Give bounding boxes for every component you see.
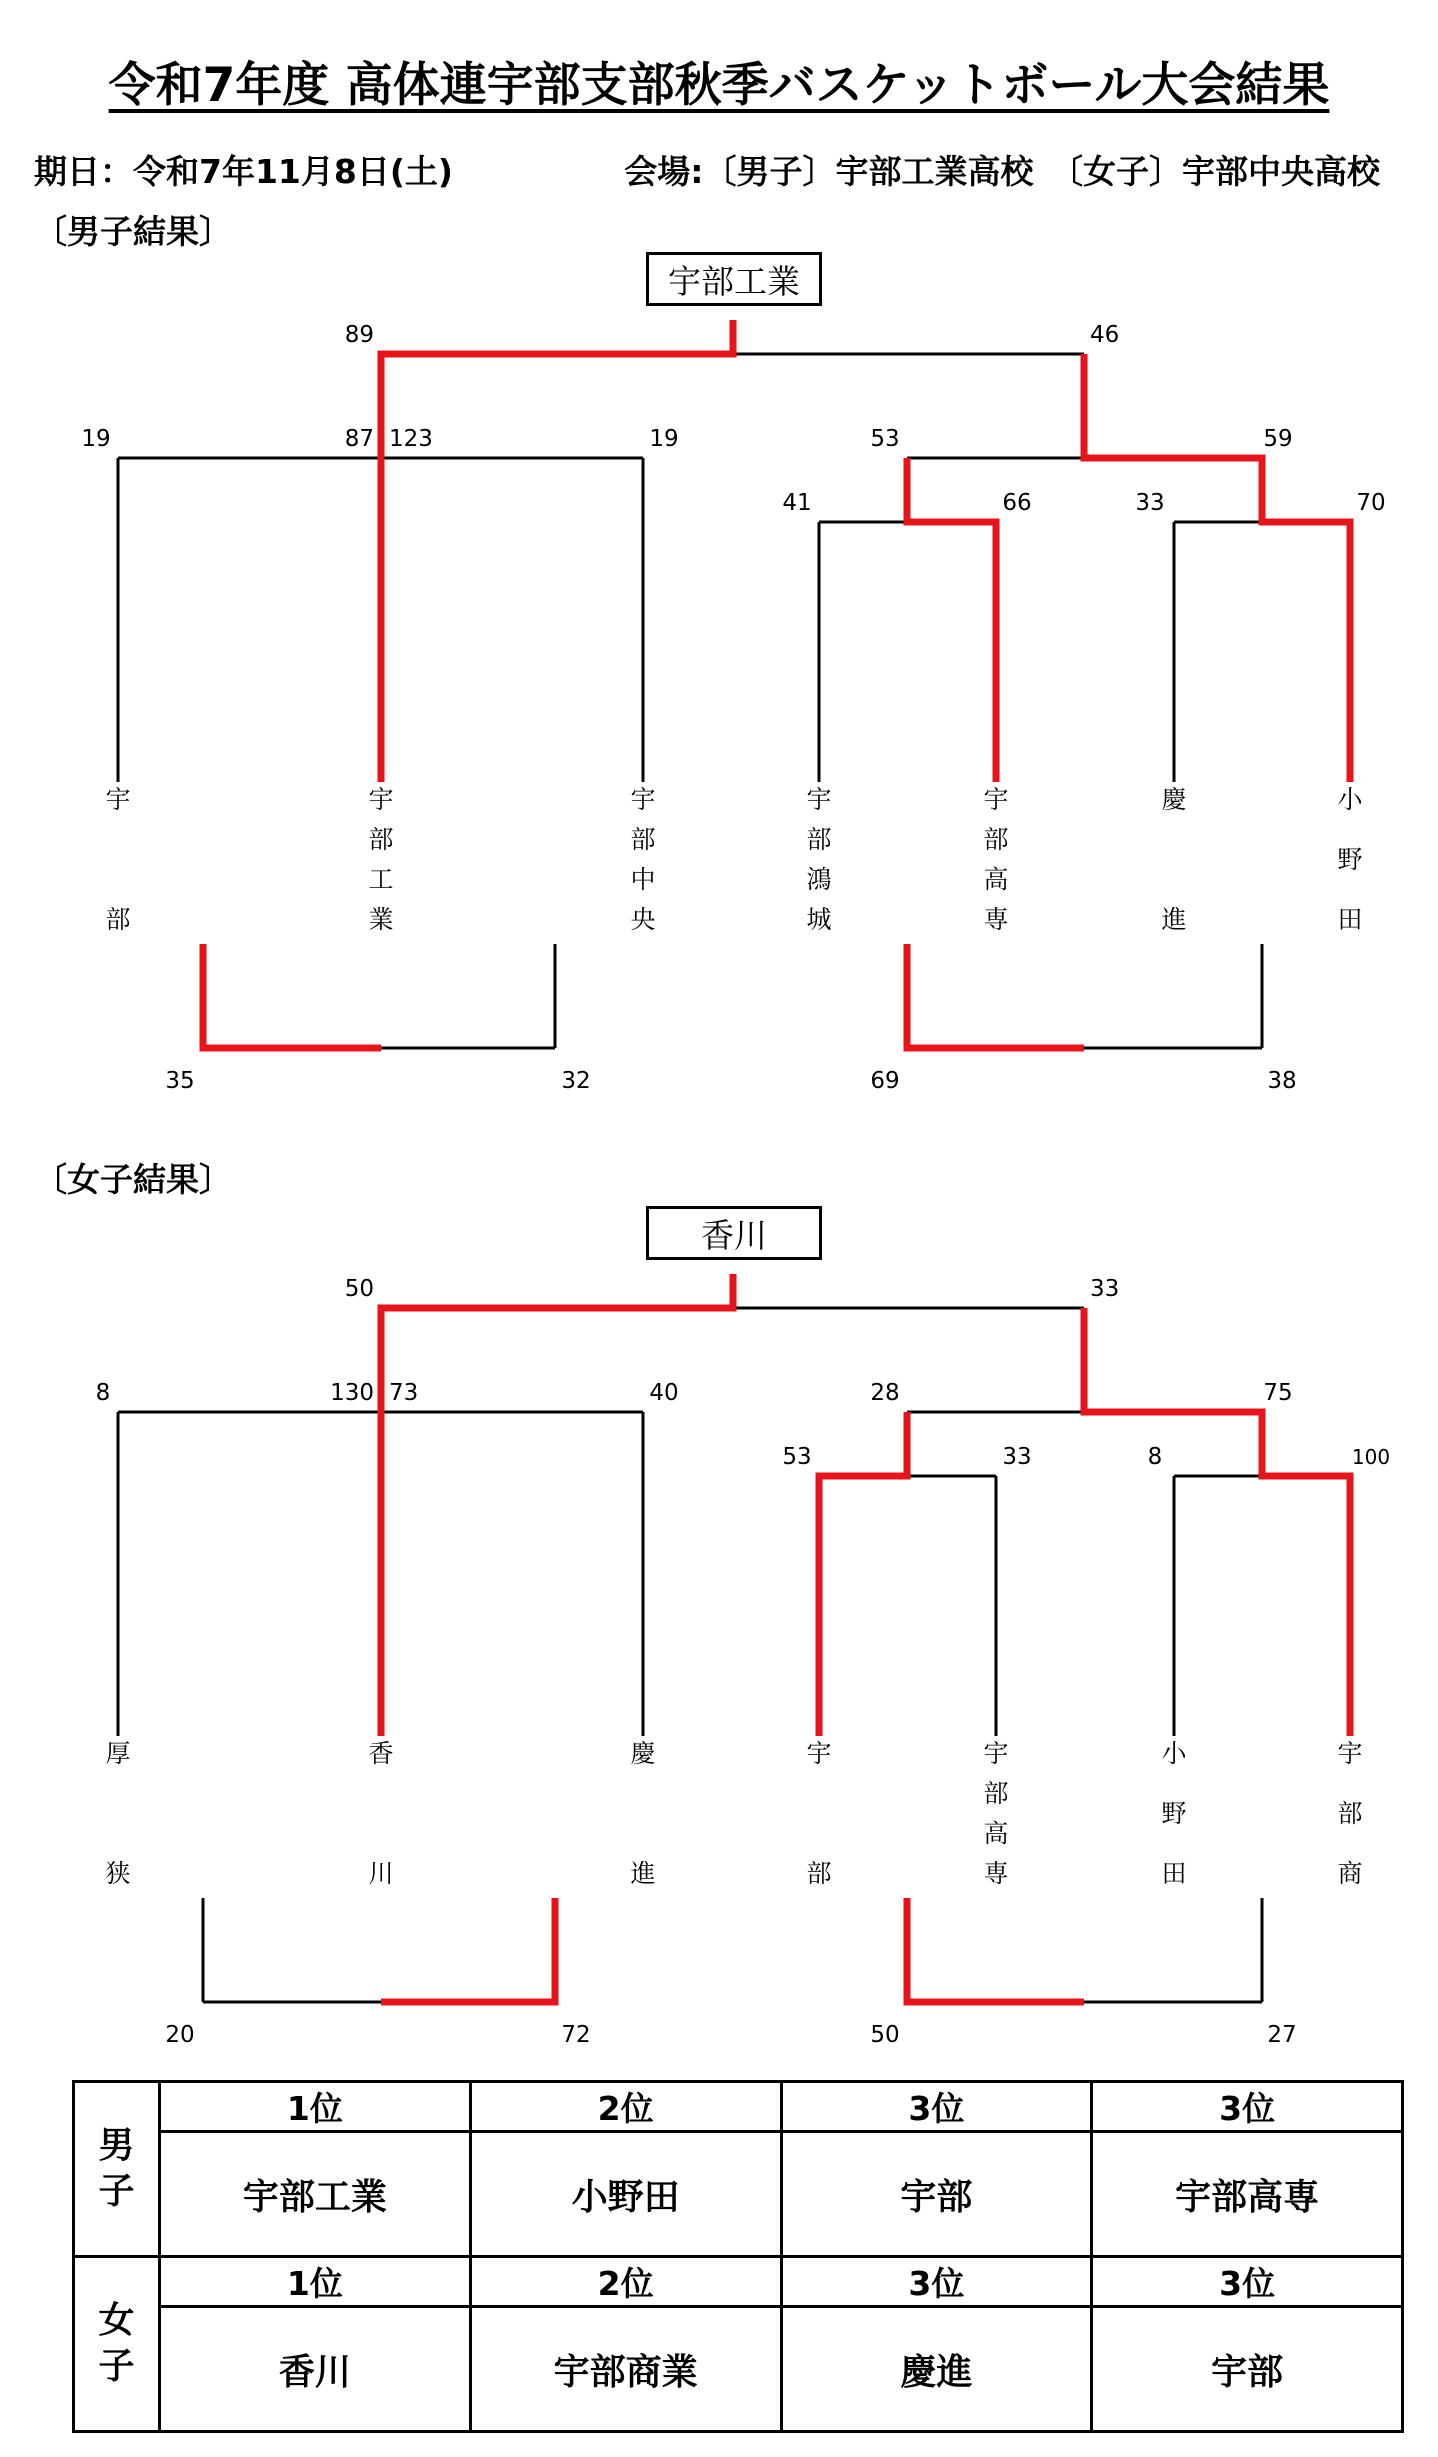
women-score-semi-left-a: 130 — [330, 1380, 374, 1406]
women-third-b-winner — [907, 1898, 1084, 2002]
men-score-final-right: 46 — [1090, 322, 1120, 348]
women-score-third-a-right: 72 — [561, 2022, 591, 2048]
women-team-5-char-1: 野 — [1161, 1799, 1187, 1828]
men-3rd-b: 宇部高専 — [1092, 2132, 1403, 2257]
men-score-third-b-right: 38 — [1267, 1068, 1297, 1094]
men-team-2-char-2: 中 — [630, 865, 656, 894]
event-date: 期日：令和7年11月8日(土) — [34, 152, 454, 191]
men-team-4-char-3: 専 — [983, 905, 1009, 934]
men-team-4-char-2: 高 — [983, 865, 1009, 894]
women-team-4-char-3: 専 — [983, 1859, 1009, 1888]
men-team-2-char-1: 部 — [630, 825, 656, 854]
men-score-final-left: 89 — [344, 322, 374, 348]
women-score-semi-left-b: 73 — [389, 1380, 419, 1406]
women-team-2-char-1: 進 — [630, 1859, 656, 1888]
men-team-4-char-1: 部 — [983, 825, 1009, 854]
men-team-3-char-3: 城 — [806, 905, 832, 934]
men-team-6-char-2: 田 — [1337, 905, 1363, 934]
women-team-6-char-2: 商 — [1337, 1859, 1363, 1888]
men-runnerup-path-onoda — [1084, 354, 1350, 782]
women-team-4-char-1: 部 — [983, 1779, 1009, 1808]
women-3rd-a: 慶進 — [781, 2307, 1092, 2432]
men-score-qb-b: 70 — [1356, 490, 1386, 516]
men-1st: 宇部工業 — [160, 2132, 471, 2257]
women-score-semi-right-b: 75 — [1263, 1380, 1293, 1406]
women-group-label: 女子 — [74, 2257, 160, 2432]
men-team-2-char-0: 宇 — [630, 785, 656, 814]
women-score-qb-a: 8 — [1147, 1444, 1163, 1470]
men-team-4-char-0: 宇 — [983, 785, 1009, 814]
women-score-final-left: 50 — [344, 1276, 374, 1302]
men-group-label: 男子 — [74, 2082, 160, 2257]
men-score-qb-a: 33 — [1135, 490, 1165, 516]
men-score-semi-right-a: 53 — [870, 426, 900, 452]
women-team-4-char-2: 高 — [983, 1819, 1009, 1848]
men-team-1-char-3: 業 — [368, 905, 394, 934]
men-team-3-char-2: 鴻 — [806, 865, 832, 894]
rank-3a-header-women: 3位 — [781, 2257, 1092, 2307]
men-team-6-char-1: 野 — [1337, 845, 1363, 874]
men-winner-path-ubekougyou — [381, 320, 733, 782]
women-team-5-char-0: 小 — [1161, 1739, 1187, 1768]
women-champion-box: 香川 — [646, 1206, 822, 1260]
women-3rd-b: 宇部 — [1092, 2307, 1403, 2432]
women-third-a-winner — [381, 1898, 555, 2002]
men-team-5-char-0: 慶 — [1161, 785, 1187, 814]
women-1st: 香川 — [160, 2307, 471, 2432]
women-team-5-char-2: 田 — [1161, 1859, 1187, 1888]
women-bracket-lines — [0, 1206, 1438, 2106]
results-table — [72, 2080, 1404, 2433]
women-score-qa-a: 53 — [782, 1444, 812, 1470]
men-score-semi-right-b: 59 — [1263, 426, 1293, 452]
women-winner-path-kagawa — [381, 1274, 733, 1736]
women-2nd: 宇部商業 — [470, 2307, 781, 2432]
women-score-third-b-right: 27 — [1267, 2022, 1297, 2048]
men-team-0-char-1: 部 — [105, 905, 131, 934]
women-score-qa-b: 33 — [1002, 1444, 1032, 1470]
men-champion-box: 宇部工業 — [646, 252, 822, 306]
men-team-2-char-3: 央 — [630, 905, 656, 934]
men-third-a-winner — [203, 944, 381, 1048]
rank-1-header: 1位 — [160, 2082, 471, 2132]
women-path-ube — [819, 1412, 907, 1736]
women-score-final-right: 33 — [1090, 1276, 1120, 1302]
men-bracket-lines — [0, 252, 1438, 1152]
page-title: 令和7年度 高体連宇部支部秋季バスケットボール大会結果 — [108, 58, 1330, 113]
men-score-third-b-left: 69 — [870, 1068, 900, 1094]
men-3rd-a: 宇部 — [781, 2132, 1092, 2257]
women-score-third-a-left: 20 — [165, 2022, 195, 2048]
women-score-qb-b: 100 — [1351, 1445, 1391, 1469]
women-team-2-char-0: 慶 — [630, 1739, 656, 1768]
women-runnerup-path-ubeshou — [1084, 1308, 1350, 1736]
rank-1-header-women: 1位 — [160, 2257, 471, 2307]
men-2nd: 小野田 — [470, 2132, 781, 2257]
women-team-3-char-0: 宇 — [806, 1739, 832, 1768]
men-score-left-side-b: 19 — [649, 426, 679, 452]
women-bracket — [0, 1206, 1438, 2106]
men-score-semi-left-a: 87 — [344, 426, 374, 452]
men-score-third-a-right: 32 — [561, 1068, 591, 1094]
women-team-3-char-1: 部 — [806, 1859, 832, 1888]
women-team-4-char-0: 宇 — [983, 1739, 1009, 1768]
women-team-6-char-0: 宇 — [1337, 1739, 1363, 1768]
men-score-qa-a: 41 — [782, 490, 812, 516]
women-section-label: 〔女子結果〕 — [34, 1160, 232, 1199]
men-score-semi-left-b: 123 — [389, 426, 433, 452]
event-venue: 会場:〔男子〕宇部工業高校 〔女子〕宇部中央高校 — [624, 152, 1380, 191]
rank-2-header-women: 2位 — [470, 2257, 781, 2307]
women-score-left-side-a: 8 — [95, 1380, 111, 1406]
men-team-0-char-0: 宇 — [105, 785, 131, 814]
men-bracket — [0, 252, 1438, 1152]
men-team-1-char-0: 宇 — [368, 785, 394, 814]
women-team-1-char-0: 香 — [368, 1739, 394, 1768]
men-score-third-a-left: 35 — [165, 1068, 195, 1094]
men-team-6-char-0: 小 — [1337, 785, 1363, 814]
men-third-b-winner — [907, 944, 1084, 1048]
women-score-third-b-left: 50 — [870, 2022, 900, 2048]
men-team-3-char-1: 部 — [806, 825, 832, 854]
women-score-left-side-b: 40 — [649, 1380, 679, 1406]
rank-3a-header: 3位 — [781, 2082, 1092, 2132]
men-section-label: 〔男子結果〕 — [34, 212, 232, 251]
men-score-qa-b: 66 — [1002, 490, 1032, 516]
rank-2-header: 2位 — [470, 2082, 781, 2132]
men-team-3-char-0: 宇 — [806, 785, 832, 814]
rank-3b-header: 3位 — [1092, 2082, 1403, 2132]
men-path-ubekousen — [907, 458, 996, 782]
women-team-0-char-1: 狭 — [105, 1859, 131, 1888]
women-team-6-char-1: 部 — [1337, 1799, 1363, 1828]
women-team-1-char-1: 川 — [368, 1859, 394, 1888]
women-team-0-char-0: 厚 — [105, 1739, 131, 1768]
men-team-5-char-1: 進 — [1161, 905, 1187, 934]
men-team-1-char-2: 工 — [368, 865, 394, 894]
women-score-semi-right-a: 28 — [870, 1380, 900, 1406]
rank-3b-header-women: 3位 — [1092, 2257, 1403, 2307]
men-team-1-char-1: 部 — [368, 825, 394, 854]
men-score-left-side-a: 19 — [81, 426, 111, 452]
